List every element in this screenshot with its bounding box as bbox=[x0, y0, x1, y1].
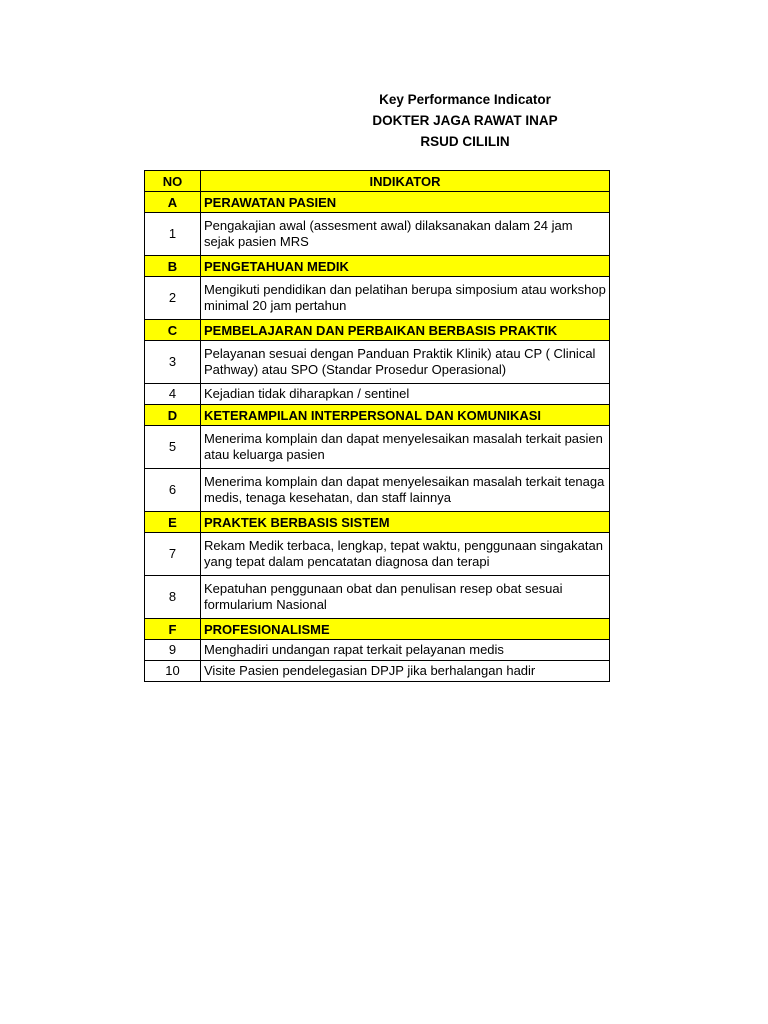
header-indikator: INDIKATOR bbox=[201, 171, 610, 192]
row-number: 7 bbox=[145, 533, 201, 576]
indicator-text: Menghadiri undangan rapat terkait pelayanan medis bbox=[201, 640, 610, 661]
kpi-table-body bbox=[145, 192, 610, 682]
section-title: PEMBELAJARAN DAN PERBAIKAN BERBASIS PRAKTIK bbox=[201, 320, 610, 341]
section-code: D bbox=[145, 405, 201, 426]
indicator-text: Rekam Medik terbaca, lengkap, tepat waktu, penggunaan singakatan yang tepat dalam pencatatan diagnosa dan terapi bbox=[201, 533, 610, 576]
indicator-text: Visite Pasien pendelegasian DPJP jika berhalangan hadir bbox=[201, 661, 610, 682]
section-row bbox=[145, 512, 610, 533]
section-row bbox=[145, 320, 610, 341]
section-title: PROFESIONALISME bbox=[201, 619, 610, 640]
section-title: PENGETAHUAN MEDIK bbox=[201, 256, 610, 277]
row-number: 9 bbox=[145, 640, 201, 661]
row-number: 1 bbox=[145, 213, 201, 256]
indicator-text: Mengikuti pendidikan dan pelatihan berupa simposium atau workshop minimal 20 jam pertahun bbox=[201, 277, 610, 320]
row-number: 8 bbox=[145, 576, 201, 619]
table-row bbox=[145, 341, 610, 384]
table-row bbox=[145, 426, 610, 469]
section-title: KETERAMPILAN INTERPERSONAL DAN KOMUNIKASI bbox=[201, 405, 610, 426]
table-row bbox=[145, 661, 610, 682]
section-row bbox=[145, 405, 610, 426]
row-number: 6 bbox=[145, 469, 201, 512]
title-line-3: RSUD CILILIN bbox=[420, 134, 510, 149]
indicator-text: Menerima komplain dan dapat menyelesaikan masalah terkait tenaga medis, tenaga kesehatan, dan staff lainnya bbox=[201, 469, 610, 512]
section-code: B bbox=[145, 256, 201, 277]
header-no: NO bbox=[145, 171, 201, 192]
table-row bbox=[145, 576, 610, 619]
table-row bbox=[145, 213, 610, 256]
row-number: 2 bbox=[145, 277, 201, 320]
table-row bbox=[145, 533, 610, 576]
row-number: 3 bbox=[145, 341, 201, 384]
section-row bbox=[145, 256, 610, 277]
indicator-text: Kejadian tidak diharapkan / sentinel bbox=[201, 384, 610, 405]
indicator-text: Kepatuhan penggunaan obat dan penulisan resep obat sesuai formularium Nasional bbox=[201, 576, 610, 619]
indicator-text: Pengakajian awal (assesment awal) dilaksanakan dalam 24 jam sejak pasien MRS bbox=[201, 213, 610, 256]
table-row bbox=[145, 640, 610, 661]
table-header-row bbox=[145, 171, 610, 192]
section-row bbox=[145, 192, 610, 213]
row-number: 10 bbox=[145, 661, 201, 682]
section-title: PRAKTEK BERBASIS SISTEM bbox=[201, 512, 610, 533]
section-title: PERAWATAN PASIEN bbox=[201, 192, 610, 213]
indicator-text: Menerima komplain dan dapat menyelesaikan masalah terkait pasien atau keluarga pasien bbox=[201, 426, 610, 469]
row-number: 5 bbox=[145, 426, 201, 469]
section-code: F bbox=[145, 619, 201, 640]
title-line-1: Key Performance Indicator bbox=[379, 92, 551, 107]
row-number: 4 bbox=[145, 384, 201, 405]
section-row bbox=[145, 619, 610, 640]
document-title bbox=[300, 89, 630, 152]
section-code: E bbox=[145, 512, 201, 533]
table-row bbox=[145, 277, 610, 320]
section-code: A bbox=[145, 192, 201, 213]
title-line-2: DOKTER JAGA RAWAT INAP bbox=[372, 113, 558, 128]
kpi-table bbox=[144, 170, 610, 682]
table-row bbox=[145, 384, 610, 405]
section-code: C bbox=[145, 320, 201, 341]
indicator-text: Pelayanan sesuai dengan Panduan Praktik Klinik) atau CP ( Clinical Pathway) atau SPO (Standar Prosedur Operasional) bbox=[201, 341, 610, 384]
table-row bbox=[145, 469, 610, 512]
